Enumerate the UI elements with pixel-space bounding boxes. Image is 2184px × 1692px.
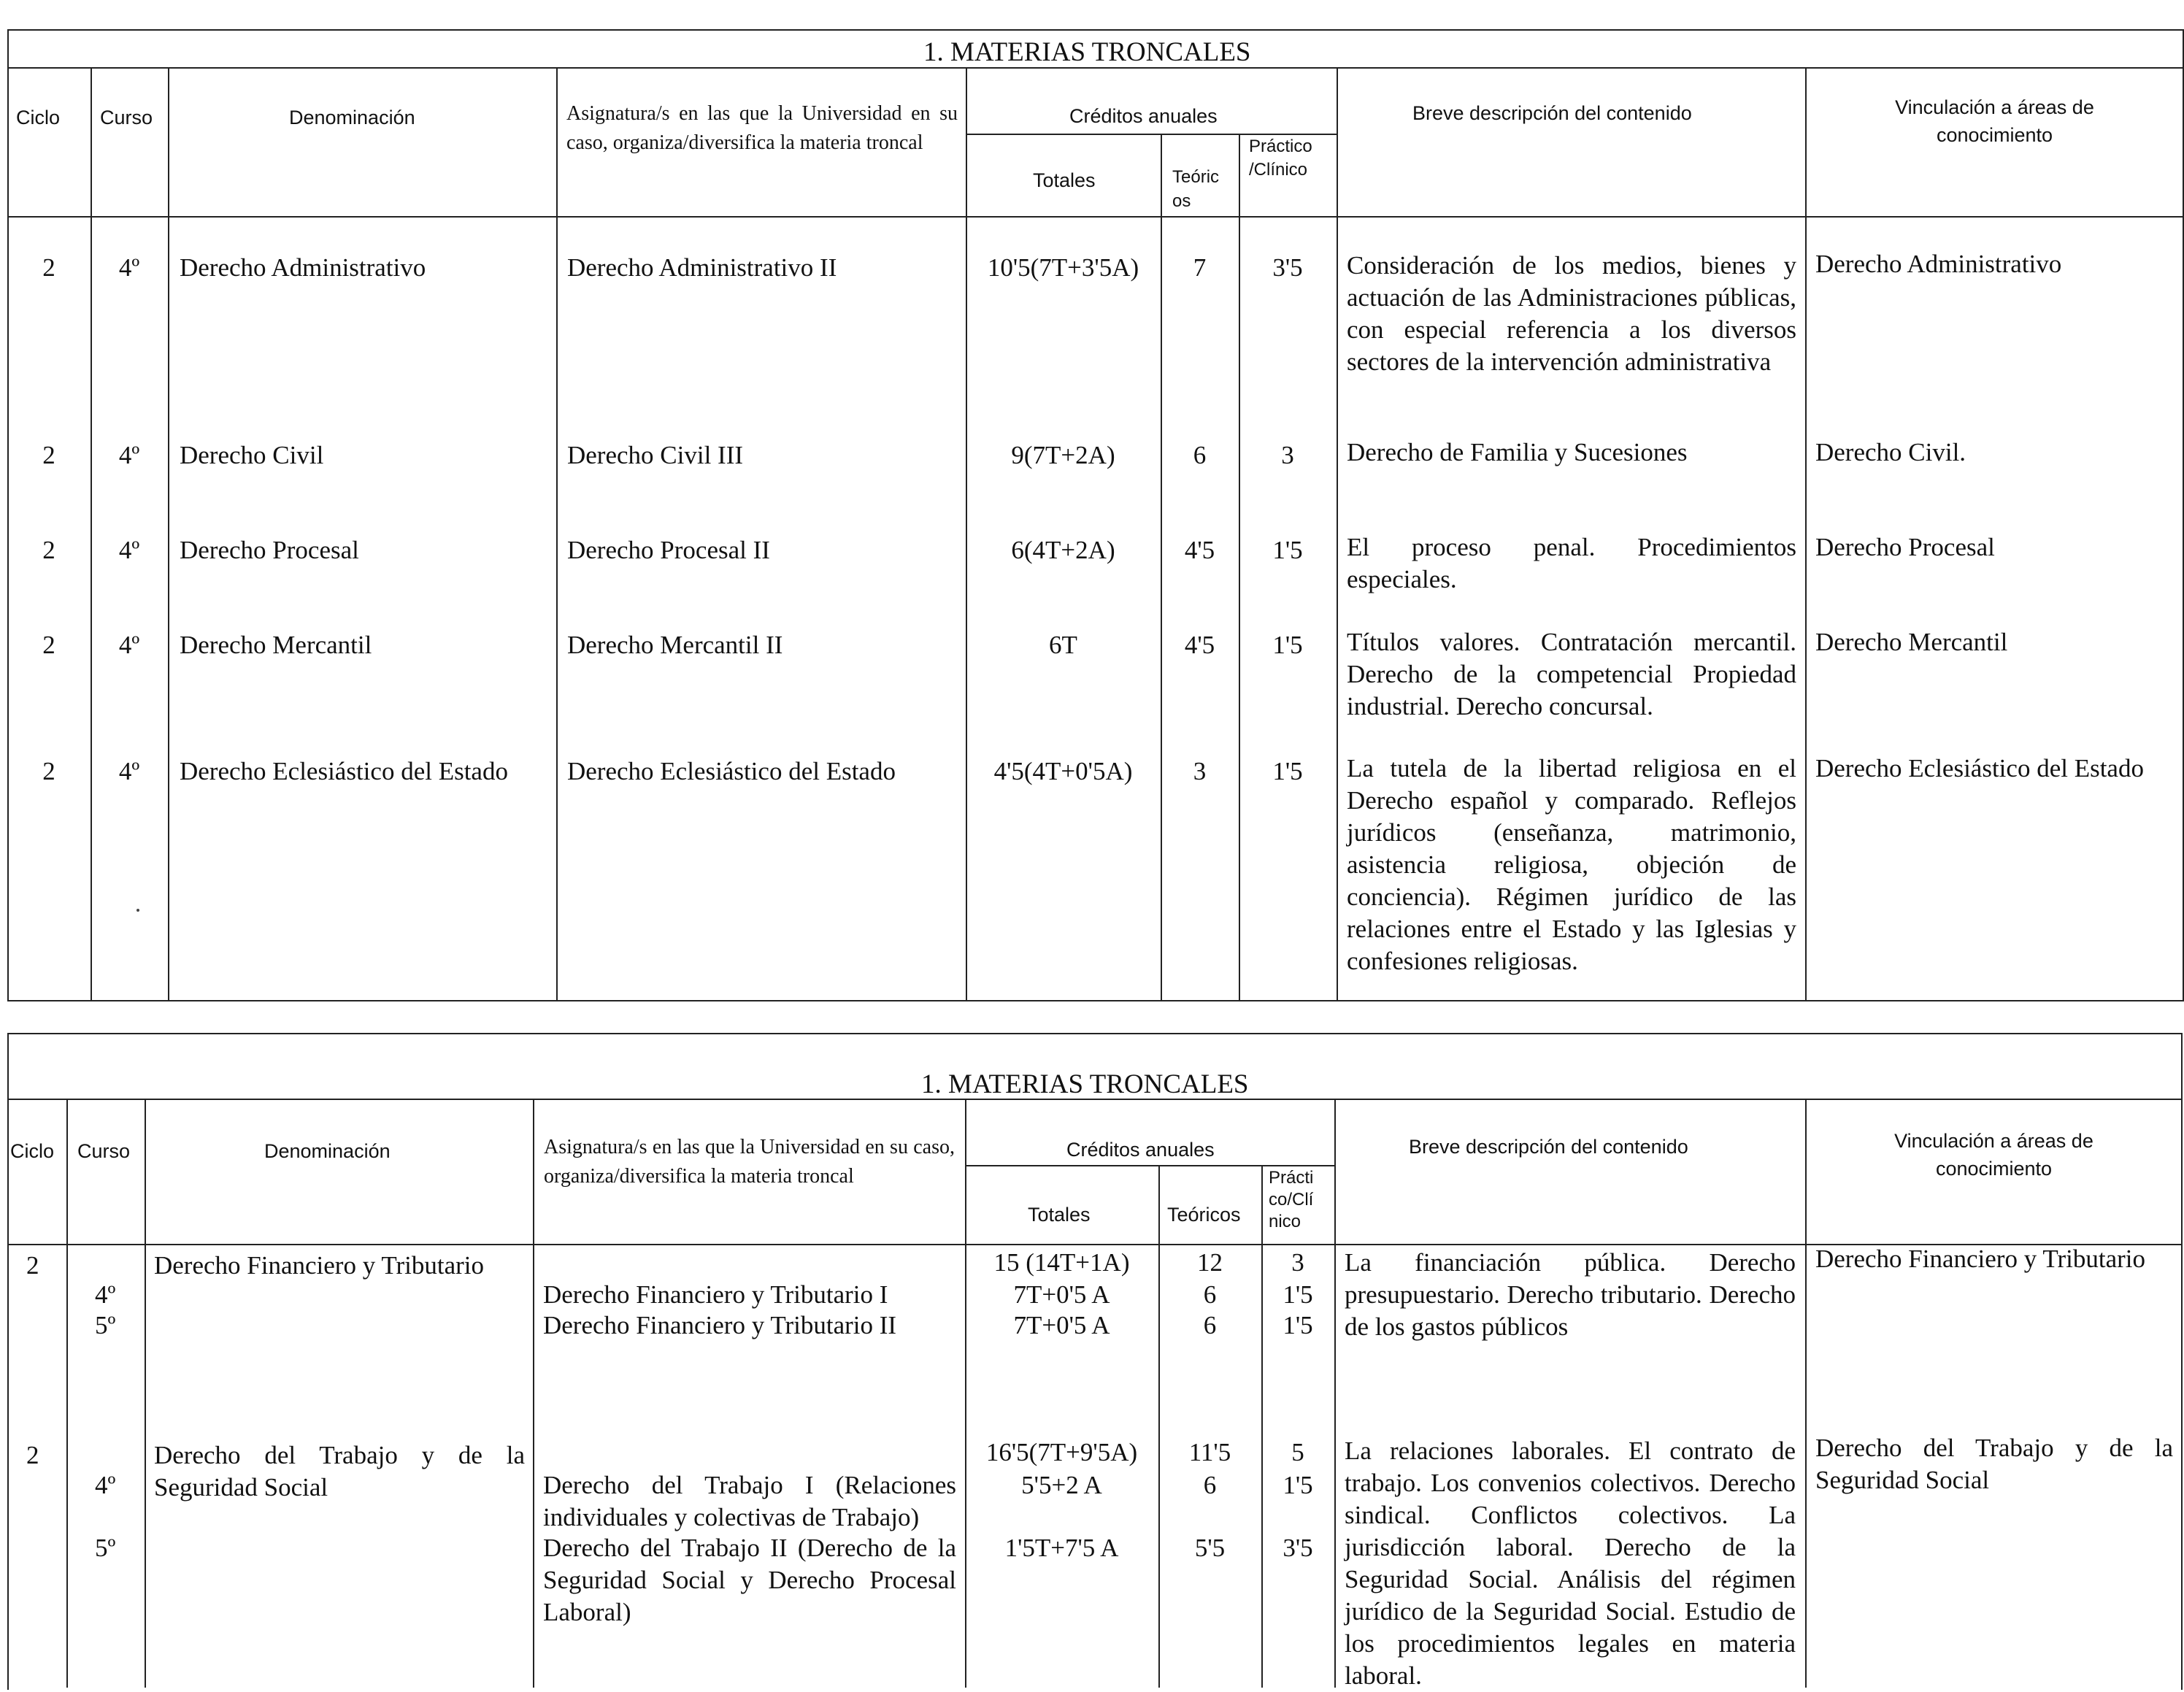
table-row-ciclo: 2 — [42, 253, 55, 282]
header-curso: Curso — [100, 107, 153, 128]
table-row-denominacion: Derecho Administrativo — [180, 253, 426, 282]
table-subrow-totales: 7T+0'5 A — [1013, 1311, 1110, 1339]
table-subrow-teoricos: 6 — [1203, 1280, 1217, 1309]
table-row-vinculacion: Derecho Administrativo — [1815, 250, 2062, 278]
table-row-descripcion: Títulos valores. Contratación mercantil. Derecho de la competencial Propiedad industrial. Derecho concursal. — [1347, 628, 1796, 720]
table-row-practico: 1'5 — [1272, 631, 1303, 659]
table-row-totales: 10'5(7T+3'5A) — [987, 253, 1139, 282]
table-row-curso: 4º — [118, 631, 140, 659]
table-subrow-curso: 5º — [95, 1311, 116, 1339]
table-row-teoricos: 12 — [1197, 1248, 1223, 1277]
table-row-descripcion: La tutela de la libertad religiosa en el Derecho español y comparado. Reflejos jurídicos (enseñanza, matrimonio, asistencia religiosa, objeción de conciencia). Régimen jurídico de las relaciones entre el Estado y las Iglesias y confesiones religiosas. — [1347, 754, 1796, 975]
table-row-descripcion: Consideración de los medios, bienes y actuación de las Administraciones públicas, con especial referencia a los diversos sectores de la intervención administrativa — [1347, 251, 1796, 376]
table-2-col-divider — [965, 1099, 966, 1688]
table-row-practico: 3 — [1291, 1248, 1304, 1277]
header-descripcion: Breve descripción del contenido — [1412, 102, 1692, 124]
table-row-curso: 4º — [118, 441, 140, 469]
table-row-descripcion: Derecho de Familia y Sucesiones — [1347, 438, 1688, 466]
table-2-col-divider — [145, 1099, 146, 1688]
table-2-col-divider — [1805, 1099, 1807, 1688]
table-row-ciclo: 2 — [42, 536, 55, 564]
table-row-denominacion: Derecho Procesal — [180, 536, 359, 564]
table-row-vinculacion: Derecho Mercantil — [1815, 628, 2008, 656]
header-vinculacion-cont: conocimiento — [1935, 1158, 2053, 1180]
header-vinculacion: Vinculación a áreas de — [1894, 1130, 2093, 1152]
table-row-teoricos: 6 — [1193, 441, 1207, 469]
table-row-denominacion: Derecho Financiero y Tributario — [154, 1251, 484, 1280]
table-row-totales: 6T — [1049, 631, 1077, 659]
table-1-header-divider — [7, 216, 2184, 218]
table-row-vinculacion: Derecho Eclesiástico del Estado — [1815, 754, 2144, 782]
table-subrow-totales: 5'5+2 A — [1021, 1471, 1102, 1499]
header-curso: Curso — [77, 1140, 131, 1162]
header-vinculacion-cont: conocimiento — [1936, 124, 2053, 146]
table-1-col-divider — [1337, 67, 1338, 1001]
table-row-vinculacion: Derecho Civil. — [1815, 438, 1966, 466]
table-2-creditos-divider — [965, 1165, 1334, 1166]
table-subrow-teoricos: 5'5 — [1194, 1534, 1226, 1562]
header-creditos-anuales: Créditos anuales — [1069, 105, 1218, 127]
stray-dot — [136, 909, 139, 912]
table-row-teoricos: 4'5 — [1184, 536, 1215, 564]
table-1-title: 1. MATERIAS TRONCALES — [923, 37, 1251, 67]
table-row-asignatura: Derecho Procesal II — [567, 536, 770, 564]
table-subrow-practico: 1'5 — [1283, 1311, 1313, 1339]
table-row-descripcion: La relaciones laborales. El contrato de trabajo. Los convenios colectivos. Derecho sindical. Conflictos colectivos. La jurisdicción laboral. Derecho de la Seguridad Social. Análisis del régimen jurídico de la Seguridad Social. Estudio de los procedimientos legales en materia laboral. — [1345, 1437, 1796, 1690]
table-1-col-divider — [1805, 67, 1807, 1001]
table-row-ciclo: 2 — [42, 631, 55, 659]
header-ciclo: Ciclo — [16, 107, 61, 128]
table-row-practico: 3'5 — [1272, 253, 1303, 282]
table-2-col-divider — [1334, 1099, 1336, 1688]
table-row-totales: 4'5(4T+0'5A) — [993, 757, 1133, 785]
table-row-practico: 3 — [1281, 441, 1294, 469]
header-practico-cont: co/Clí — [1269, 1190, 1314, 1210]
header-vinculacion: Vinculación a áreas de — [1895, 96, 2094, 118]
header-descripcion: Breve descripción del contenido — [1409, 1136, 1688, 1158]
header-asignatura: Asignatura/s en las que la Universidad en su caso, organiza/diversifica la materia troncal — [566, 102, 958, 154]
table-row-totales: 6(4T+2A) — [1011, 536, 1115, 564]
table-subrow-teoricos: 6 — [1203, 1311, 1217, 1339]
table-subrow-curso: 4º — [95, 1280, 116, 1309]
materias-troncales-table-1 — [7, 29, 2184, 1001]
table-row-teoricos: 3 — [1193, 757, 1207, 785]
table-row-denominacion: Derecho Civil — [180, 441, 324, 469]
header-asignatura: Asignatura/s en las que la Universidad en su caso, organiza/diversifica la materia troncal — [544, 1136, 955, 1188]
table-subrow-curso: 5º — [95, 1534, 116, 1562]
header-denominacion: Denominación — [289, 107, 415, 128]
table-subrow-teoricos: 6 — [1203, 1471, 1217, 1499]
table-row-asignatura: Derecho Eclesiástico del Estado — [567, 757, 896, 785]
header-practico-cont: /Clínico — [1249, 160, 1308, 180]
table-row-ciclo: 2 — [26, 1251, 39, 1280]
header-teoricos: Teóric — [1172, 167, 1220, 187]
table-row-teoricos: 11'5 — [1188, 1438, 1231, 1466]
table-row-totales: 16'5(7T+9'5A) — [985, 1438, 1138, 1466]
table-row-ciclo: 2 — [42, 441, 55, 469]
table-row-vinculacion: Derecho Procesal — [1815, 533, 1995, 561]
table-row-ciclo: 2 — [42, 757, 55, 785]
header-practico: Práctico — [1249, 136, 1312, 156]
table-row-denominacion: Derecho Mercantil — [180, 631, 372, 659]
table-1-col-divider — [168, 67, 169, 1001]
table-row-teoricos: 4'5 — [1184, 631, 1215, 659]
table-row-denominacion: Derecho Eclesiástico del Estado — [180, 757, 508, 785]
table-2-col-divider — [1261, 1165, 1263, 1688]
table-row-curso: 4º — [118, 757, 140, 785]
table-subrow-totales: 1'5T+7'5 A — [1004, 1534, 1119, 1562]
table-row-practico: 1'5 — [1272, 757, 1303, 785]
header-ciclo: Ciclo — [10, 1140, 55, 1162]
header-totales: Totales — [1033, 169, 1096, 191]
table-subrow-asignatura: Derecho del Trabajo II (Derecho de la Seguridad Social y Derecho Procesal Laboral) — [543, 1534, 956, 1626]
table-1-creditos-divider — [966, 134, 1337, 135]
table-row-denominacion: Derecho del Trabajo y de la Seguridad Social — [154, 1441, 525, 1501]
table-row-totales: 9(7T+2A) — [1011, 441, 1115, 469]
table-subrow-curso: 4º — [95, 1471, 116, 1499]
table-2-col-divider — [1158, 1165, 1160, 1688]
table-2-title: 1. MATERIAS TRONCALES — [921, 1069, 1249, 1099]
table-1-title-divider — [7, 67, 2184, 69]
table-subrow-asignatura: Derecho Financiero y Tributario II — [543, 1311, 897, 1339]
table-row-curso: 4º — [118, 536, 140, 564]
table-1-col-divider — [556, 67, 558, 1001]
table-row-practico: 1'5 — [1272, 536, 1303, 564]
table-row-ciclo: 2 — [26, 1441, 39, 1469]
header-totales: Totales — [1028, 1204, 1091, 1226]
table-row-asignatura: Derecho Mercantil II — [567, 631, 783, 659]
table-row-descripcion: El proceso penal. Procedimientos especiales. — [1347, 533, 1796, 593]
table-row-asignatura: Derecho Civil III — [567, 441, 744, 469]
header-teoricos-cont: os — [1172, 191, 1191, 211]
table-row-totales: 15 (14T+1A) — [993, 1248, 1130, 1277]
header-creditos-anuales: Créditos anuales — [1066, 1139, 1215, 1161]
table-row-vinculacion: Derecho Financiero y Tributario — [1815, 1245, 2145, 1273]
table-subrow-practico: 1'5 — [1283, 1471, 1313, 1499]
table-row-vinculacion: Derecho del Trabajo y de la Seguridad Social — [1815, 1434, 2173, 1494]
table-row-teoricos: 7 — [1193, 253, 1207, 282]
table-subrow-totales: 7T+0'5 A — [1013, 1280, 1110, 1309]
table-row-practico: 5 — [1291, 1438, 1304, 1466]
header-practico: Prácti — [1269, 1168, 1314, 1188]
table-2-title-divider — [7, 1099, 2183, 1100]
header-practico-cont: nico — [1269, 1212, 1301, 1231]
table-subrow-asignatura: Derecho Financiero y Tributario I — [543, 1280, 888, 1309]
table-row-curso: 4º — [118, 253, 140, 282]
table-subrow-practico: 3'5 — [1283, 1534, 1313, 1562]
header-denominacion: Denominación — [264, 1140, 391, 1162]
table-subrow-asignatura: Derecho del Trabajo I (Relaciones individuales y colectivas de Trabajo) — [543, 1471, 956, 1531]
header-teoricos: Teóricos — [1167, 1204, 1241, 1226]
table-2-col-divider — [66, 1099, 68, 1688]
table-row-asignatura: Derecho Administrativo II — [567, 253, 837, 282]
table-subrow-practico: 1'5 — [1283, 1280, 1313, 1309]
table-2-col-divider — [533, 1099, 534, 1688]
table-row-descripcion: La financiación pública. Derecho presupuestario. Derecho tributario. Derecho de los gastos públicos — [1345, 1248, 1796, 1341]
